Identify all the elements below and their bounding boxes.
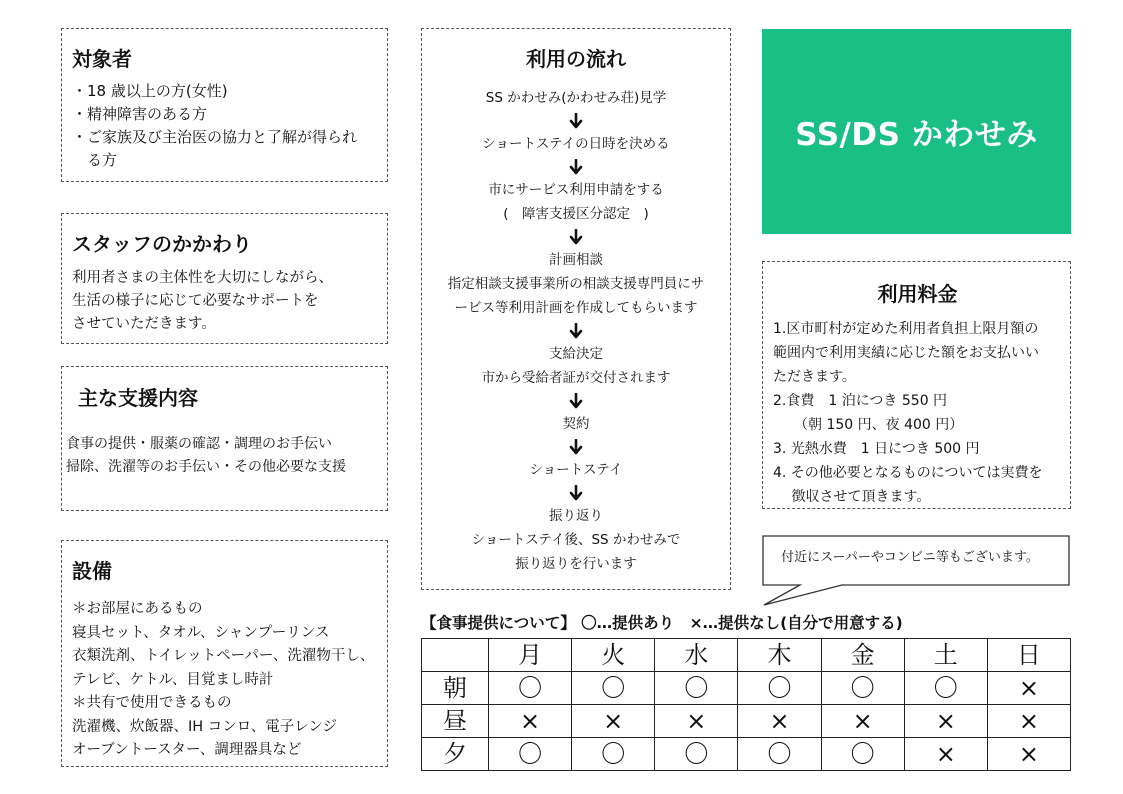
brand-title: SS/DS かわせみ — [795, 117, 1038, 153]
fee-section — [762, 261, 1071, 509]
staff-line: 生活の様子に応じて必要なサポートを — [72, 293, 319, 309]
target-section — [61, 28, 388, 182]
meal-cell: × — [904, 738, 987, 771]
down-arrow-icon — [422, 482, 730, 504]
meal-row-breakfast — [422, 672, 1071, 705]
meal-cell: × — [987, 672, 1070, 705]
down-arrow-icon — [422, 436, 730, 458]
callout-text: 付近にスーパーやコンビニ等もございます。 — [781, 550, 1039, 565]
equipment-section — [61, 540, 388, 767]
meal-cell: × — [987, 705, 1070, 738]
day-header: 月 — [489, 639, 572, 672]
target-heading: 対象者 — [72, 47, 132, 71]
flow-step — [422, 132, 730, 156]
target-line: ・精神障害のある方 — [72, 105, 208, 123]
flow-step-line: 市にサービス利用申請をする — [488, 182, 664, 198]
flow-step-line: ( 障害支援区分認定 ) — [503, 206, 649, 222]
down-arrow-icon — [422, 390, 730, 412]
down-arrow-icon — [422, 320, 730, 342]
target-line: る方 — [72, 151, 118, 169]
meal-table — [421, 638, 1071, 771]
meal-row-label: 昼 — [422, 705, 489, 738]
meal-cell: 〇 — [655, 738, 738, 771]
flow-step-line: 計画相談 — [549, 252, 603, 268]
meal-caption: 【食事提供について】 〇…提供あり ×…提供なし(自分で用意する) — [421, 614, 903, 632]
meal-cell: 〇 — [572, 672, 655, 705]
flow-step-line: 振り返り — [549, 508, 603, 524]
equipment-line: オーブントースター、調理器具など — [72, 742, 302, 758]
staff-line: 利用者さまの主体性を大切にしながら、 — [72, 270, 333, 286]
meal-header-row — [422, 639, 1071, 672]
meal-cell: 〇 — [489, 672, 572, 705]
flow-section — [421, 28, 731, 590]
down-arrow-icon — [422, 156, 730, 178]
flow-step-line: 指定相談支援事業所の相談支援専門員にサ — [447, 276, 705, 292]
staff-line: させていただきます。 — [72, 316, 216, 332]
equipment-line: ＊お部屋にあるもの — [72, 601, 203, 617]
meal-row-label: 夕 — [422, 738, 489, 771]
down-arrow-icon — [422, 226, 730, 248]
day-header: 木 — [738, 639, 821, 672]
equipment-line: テレビ、ケトル、目覚まし時計 — [72, 671, 274, 688]
meal-cell: × — [738, 705, 821, 738]
flow-step — [422, 178, 730, 226]
staff-heading: スタッフのかかわり — [72, 232, 252, 256]
meal-row-label: 朝 — [422, 672, 489, 705]
fee-line: 範囲内で利用実績に応じた額をお支払いい — [773, 345, 1039, 361]
meal-cell: 〇 — [738, 738, 821, 771]
brand-block — [762, 29, 1071, 234]
meal-cell: × — [572, 705, 655, 738]
meal-cell: 〇 — [655, 672, 738, 705]
flow-steps — [422, 86, 730, 576]
callout-bubble — [762, 535, 1072, 607]
flow-step-line: ショートステイ — [529, 462, 623, 478]
flow-step-line: 支給決定 — [549, 346, 603, 362]
flow-step — [422, 86, 730, 110]
fee-line: （朝 150 円、夜 400 円） — [773, 417, 964, 433]
flow-step-line: 振り返りを行います — [515, 556, 637, 572]
flow-step-line: ショートステイ後、SS かわせみで — [471, 532, 681, 548]
flow-heading: 利用の流れ — [526, 47, 626, 71]
meal-cell: × — [821, 705, 904, 738]
meal-cell: 〇 — [821, 672, 904, 705]
meal-cell: 〇 — [904, 672, 987, 705]
flow-step — [422, 458, 730, 482]
flow-step — [422, 504, 730, 576]
support-line: 食事の提供・服薬の確認・調理のお手伝い — [66, 436, 332, 452]
meal-row-dinner — [422, 738, 1071, 771]
fee-line: 徴収させて頂きます。 — [773, 489, 931, 505]
flow-step-line: 市から受給者証が交付されます — [481, 370, 671, 386]
meal-corner-cell — [422, 639, 489, 672]
equipment-line: ＊共有で使用できるもの — [72, 695, 232, 711]
support-line: 掃除、洗濯等のお手伝い・その他必要な支援 — [66, 459, 346, 475]
support-section — [61, 366, 388, 511]
day-header: 火 — [572, 639, 655, 672]
flow-step-line: ショートステイの日時を決める — [482, 136, 670, 152]
equipment-line: 衣類洗剤、トイレットペーパー、洗濯物干し、 — [72, 648, 375, 664]
fee-line: 3. 光熱水費 1 日につき 500 円 — [773, 441, 980, 457]
meal-cell: 〇 — [489, 738, 572, 771]
fee-line: 2.食費 1 泊につき 550 円 — [773, 393, 948, 409]
fee-line: 1.区市町村が定めた利用者負担上限月額の — [773, 321, 1039, 337]
down-arrow-icon — [422, 110, 730, 132]
flow-step — [422, 248, 730, 320]
flow-step — [422, 412, 730, 436]
fee-line: ただきます。 — [773, 369, 856, 385]
target-line: ・ご家族及び主治医の協力と了解が得られ — [72, 128, 358, 146]
day-header: 土 — [904, 639, 987, 672]
meal-cell: 〇 — [572, 738, 655, 771]
meal-cell: × — [904, 705, 987, 738]
equipment-line: 洗濯機、炊飯器、IH コンロ、電子レンジ — [72, 718, 337, 735]
equipment-line: 寝具セット、タオル、シャンプーリンス — [72, 624, 330, 641]
fee-heading: 利用料金 — [877, 282, 958, 306]
meal-row-lunch — [422, 705, 1071, 738]
flow-step-line: ービス等利用計画を作成してもらいます — [454, 300, 698, 316]
staff-section — [61, 213, 388, 344]
flow-step-line: 契約 — [562, 416, 590, 432]
day-header: 金 — [821, 639, 904, 672]
equipment-heading: 設備 — [72, 559, 112, 583]
flow-step-line: SS かわせみ(かわせみ荘)見学 — [485, 90, 667, 106]
meal-cell: 〇 — [738, 672, 821, 705]
meal-cell: × — [987, 738, 1070, 771]
meal-cell: 〇 — [821, 738, 904, 771]
day-header: 日 — [987, 639, 1070, 672]
fee-line: 4. その他必要となるものについては実費を — [773, 465, 1043, 481]
target-line: ・18 歳以上の方(女性) — [72, 82, 228, 100]
meal-cell: × — [489, 705, 572, 738]
support-heading: 主な支援内容 — [78, 386, 198, 410]
flow-step — [422, 342, 730, 390]
day-header: 水 — [655, 639, 738, 672]
meal-cell: × — [655, 705, 738, 738]
